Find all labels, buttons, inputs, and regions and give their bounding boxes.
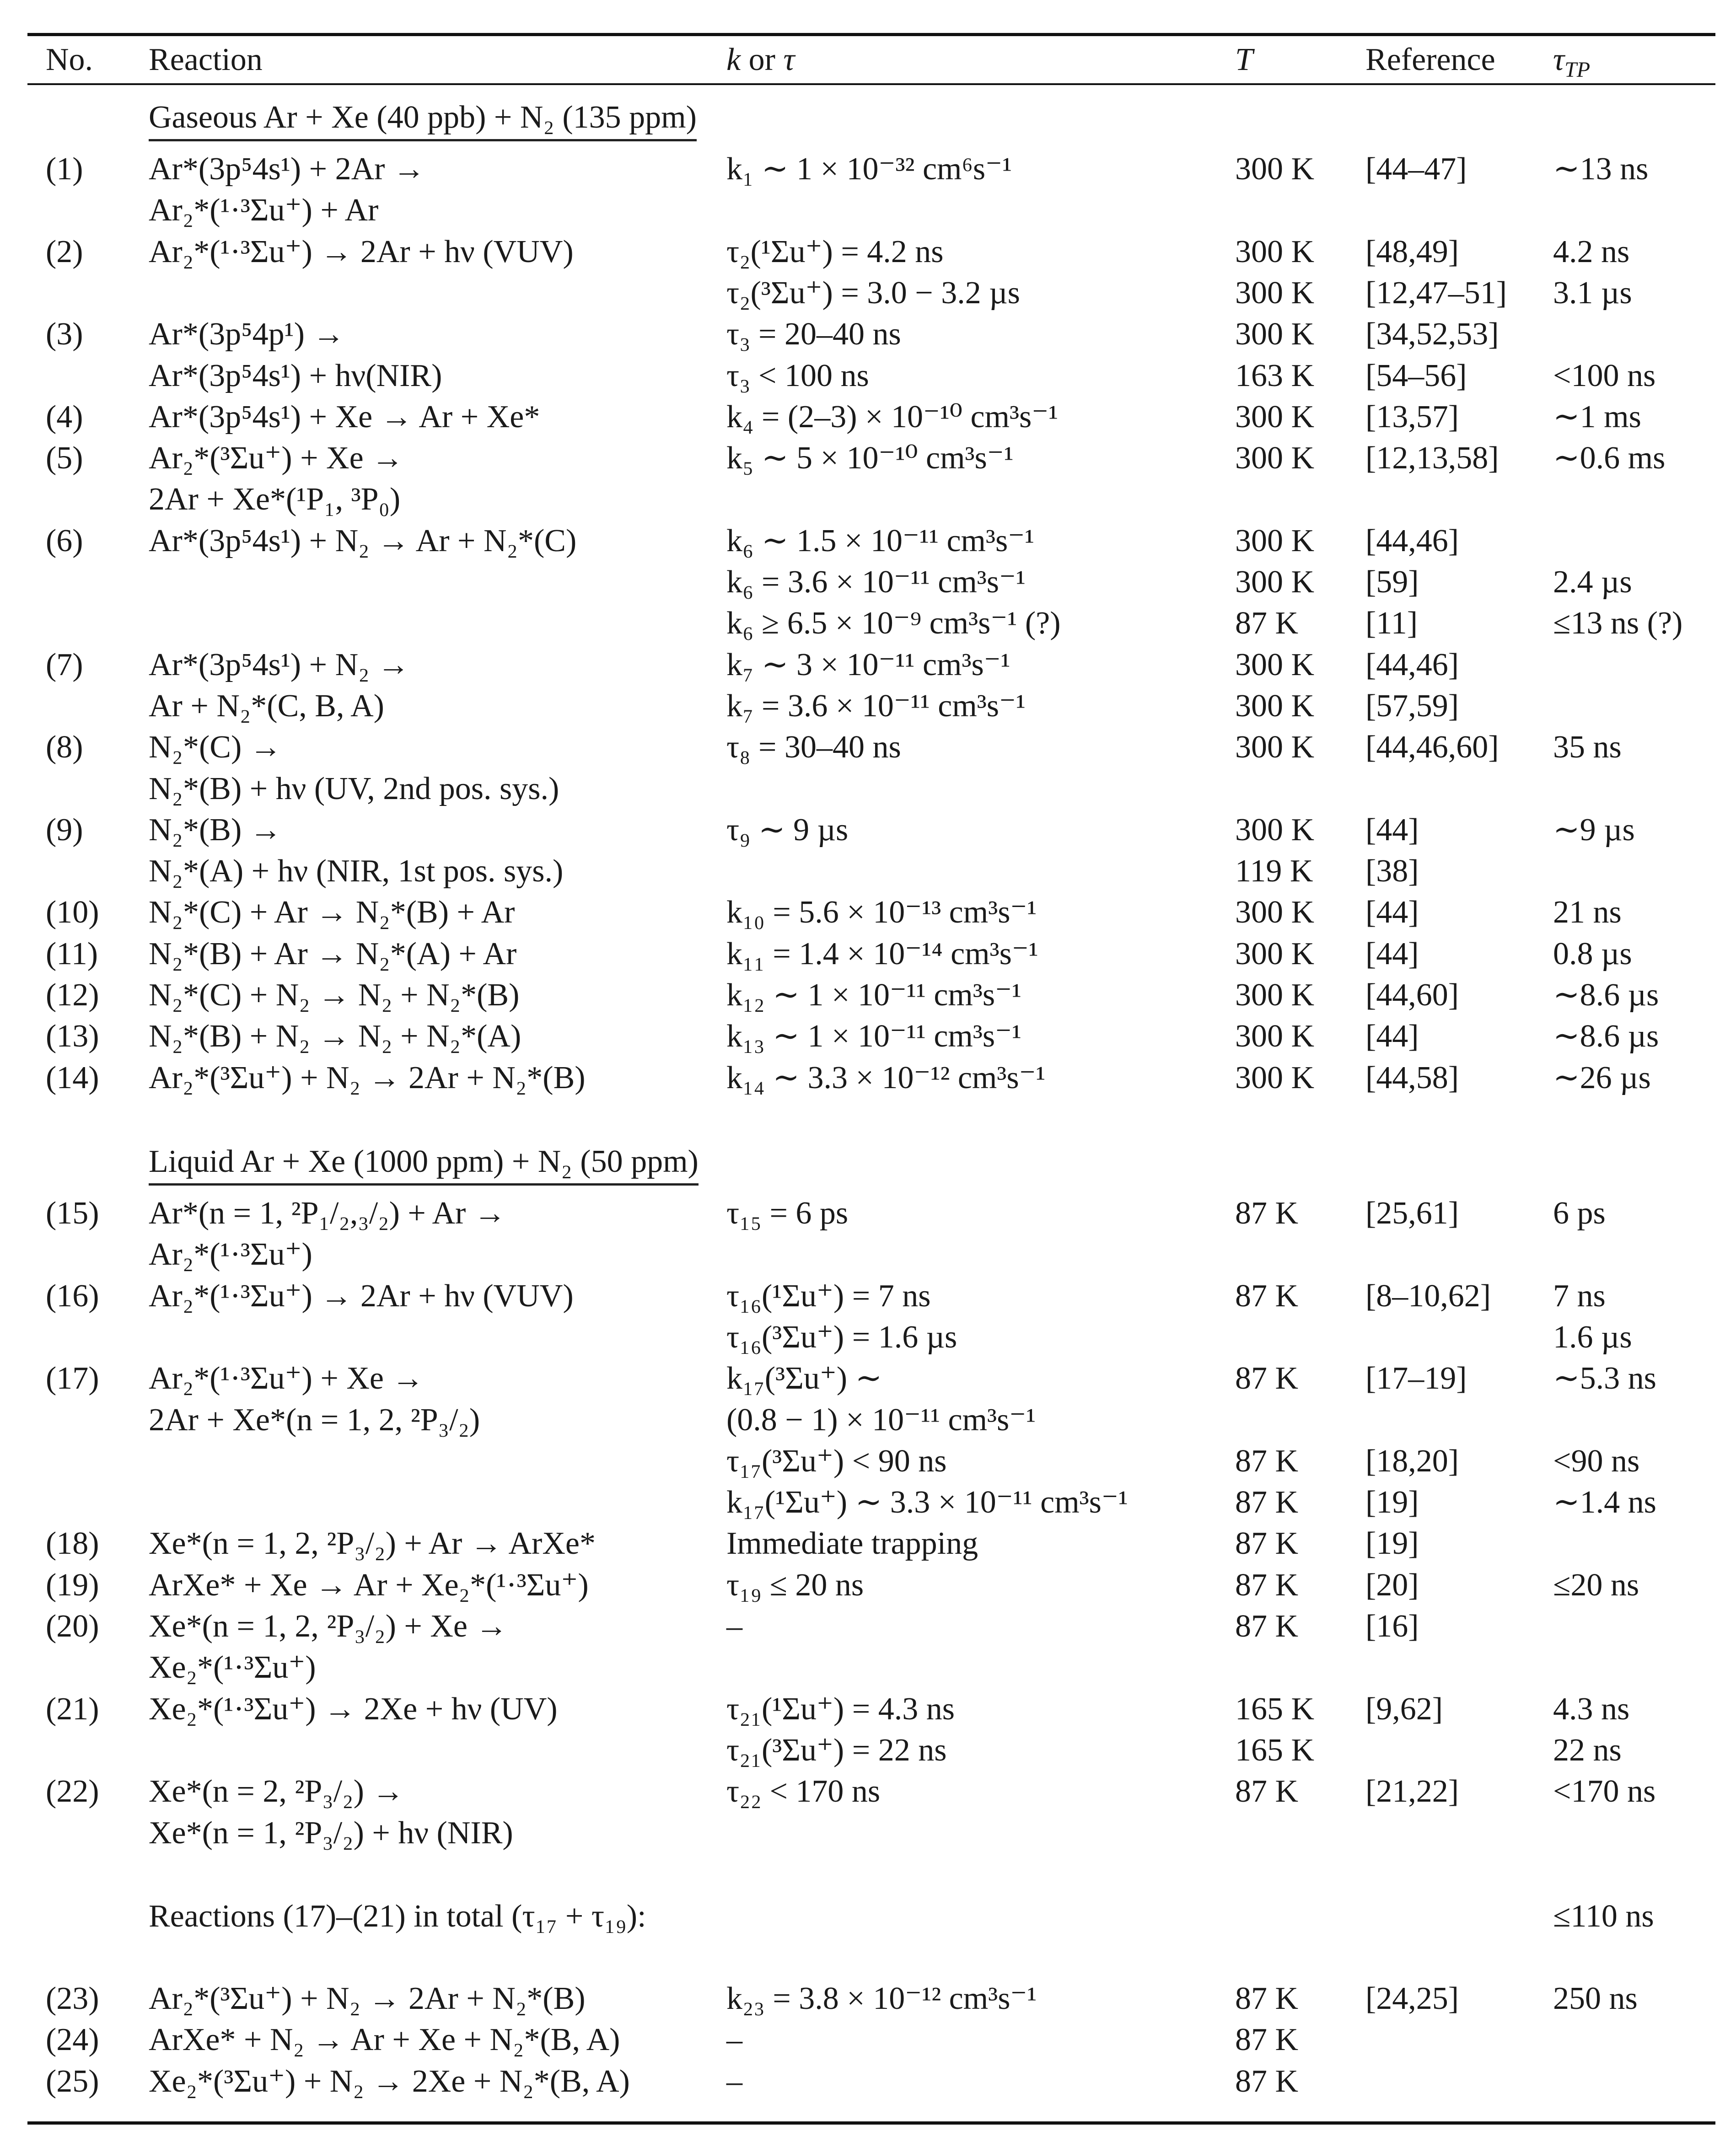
row-number: (10) — [46, 895, 99, 930]
rate-or-lifetime: k₁₂ ∼ 1 × 10⁻¹¹ cm³s⁻¹ — [726, 977, 1022, 1013]
reaction-text: N₂*(C) → — [149, 730, 282, 765]
tau-tp: ∼26 µs — [1553, 1060, 1651, 1095]
row-number: (2) — [46, 234, 83, 269]
reaction-text: Ar₂*(¹·³Σu⁺) + Xe → — [149, 1361, 424, 1396]
row-number: (23) — [46, 1981, 99, 2016]
reaction-text: ArXe* + Xe → Ar + Xe₂*(¹·³Σu⁺) — [149, 1567, 589, 1603]
rate-or-lifetime: k₁₃ ∼ 1 × 10⁻¹¹ cm³s⁻¹ — [726, 1019, 1022, 1054]
reaction-text: Ar + N₂*(C, B, A) — [149, 688, 384, 724]
row-number: (11) — [46, 936, 98, 972]
reference: [18,20] — [1365, 1443, 1459, 1479]
reference: [21,22] — [1365, 1774, 1459, 1809]
tau-tp: 6 ps — [1553, 1196, 1606, 1231]
row-number: (7) — [46, 647, 83, 682]
reaction-text: 2Ar + Xe*(n = 1, 2, ²P₃/₂) — [149, 1402, 480, 1438]
reaction-text: Xe₂*(¹·³Σu⁺) → 2Xe + hν (UV) — [149, 1691, 558, 1727]
reaction-text: Ar₂*(³Σu⁺) + Xe → — [149, 440, 404, 476]
temperature: 300 K — [1235, 1060, 1315, 1095]
row-number: (25) — [46, 2063, 99, 2099]
reference: [13,57] — [1365, 399, 1459, 435]
rate-or-lifetime: k₁₇(¹Σu⁺) ∼ 3.3 × 10⁻¹¹ cm³s⁻¹ — [726, 1485, 1128, 1520]
reference: [44,46] — [1365, 523, 1459, 558]
reaction-text: N₂*(B) → — [149, 812, 282, 848]
rate-or-lifetime: Immediate trapping — [726, 1526, 978, 1562]
tau-tp: ∼1.4 ns — [1553, 1485, 1656, 1520]
temperature: 300 K — [1235, 440, 1315, 476]
rate-or-lifetime: k₇ ∼ 3 × 10⁻¹¹ cm³s⁻¹ — [726, 647, 1010, 682]
row-number: (17) — [46, 1361, 99, 1396]
tau-tp: 1.6 µs — [1553, 1319, 1632, 1355]
temperature: 300 K — [1235, 895, 1315, 930]
reaction-text: Ar₂*(¹·³Σu⁺) — [149, 1237, 312, 1272]
tau-tp: ∼5.3 ns — [1553, 1361, 1656, 1396]
rate-or-lifetime: k₇ = 3.6 × 10⁻¹¹ cm³s⁻¹ — [726, 688, 1026, 724]
rate-or-lifetime: k₂₃ = 3.8 × 10⁻¹² cm³s⁻¹ — [726, 1981, 1037, 2016]
row-number: (4) — [46, 399, 83, 435]
rate-or-lifetime: k₄ = (2–3) × 10⁻¹⁰ cm³s⁻¹ — [726, 399, 1059, 435]
temperature: 87 K — [1235, 606, 1299, 641]
reference: [19] — [1365, 1485, 1419, 1520]
row-number: (14) — [46, 1060, 99, 1095]
reference: [48,49] — [1365, 234, 1459, 269]
reaction-text: Xe₂*(¹·³Σu⁺) — [149, 1650, 316, 1685]
reaction-text: Ar*(3p⁵4s¹) + N₂ → — [149, 647, 410, 682]
temperature: 87 K — [1235, 1361, 1299, 1396]
row-number: (3) — [46, 317, 83, 352]
reaction-text: Xe*(n = 1, ²P₃/₂) + hν (NIR) — [149, 1815, 513, 1851]
tau-tp: ∼8.6 µs — [1553, 977, 1659, 1013]
tau-tp: <100 ns — [1553, 358, 1656, 393]
rate-or-lifetime: τ₁₆(¹Σu⁺) = 7 ns — [726, 1278, 931, 1314]
temperature: 87 K — [1235, 1981, 1299, 2016]
rate-or-lifetime: k₆ ∼ 1.5 × 10⁻¹¹ cm³s⁻¹ — [726, 523, 1035, 558]
temperature: 300 K — [1235, 234, 1315, 269]
reaction-text: N₂*(A) + hν (NIR, 1st pos. sys.) — [149, 853, 564, 889]
reference: [44] — [1365, 895, 1419, 930]
header-temperature: T — [1235, 42, 1253, 77]
row-number: (6) — [46, 523, 83, 558]
temperature: 87 K — [1235, 1774, 1299, 1809]
row-number: (21) — [46, 1691, 99, 1727]
row-number: (15) — [46, 1196, 99, 1231]
reference: [57,59] — [1365, 688, 1459, 724]
tau-tp: ∼0.6 ms — [1553, 440, 1666, 476]
reaction-text: Xe*(n = 1, 2, ²P₃/₂) + Xe → — [149, 1609, 508, 1644]
temperature: 300 K — [1235, 688, 1315, 724]
row-number: (24) — [46, 2022, 99, 2058]
reaction-text: Ar*(3p⁵4s¹) + 2Ar → — [149, 151, 425, 187]
temperature: 119 K — [1235, 853, 1313, 889]
temperature: 300 K — [1235, 564, 1315, 600]
row-number: (12) — [46, 977, 99, 1013]
tau-tp: ∼9 µs — [1553, 812, 1635, 848]
bottom-rule — [27, 2121, 1715, 2125]
rate-or-lifetime: τ₉ ∼ 9 µs — [726, 812, 849, 848]
header-rule — [27, 83, 1715, 85]
temperature: 300 K — [1235, 523, 1315, 558]
reaction-text: N₂*(B) + hν (UV, 2nd pos. sys.) — [149, 771, 559, 806]
header-reference: Reference — [1365, 42, 1495, 77]
rate-or-lifetime: τ₂₁(¹Σu⁺) = 4.3 ns — [726, 1691, 955, 1727]
rate-or-lifetime: k₆ = 3.6 × 10⁻¹¹ cm³s⁻¹ — [726, 564, 1026, 600]
rate-or-lifetime: k₁ ∼ 1 × 10⁻³² cm⁶s⁻¹ — [726, 151, 1012, 187]
reference: [16] — [1365, 1609, 1419, 1644]
reference: [34,52,53] — [1365, 317, 1499, 352]
reference: [44,60] — [1365, 977, 1459, 1013]
temperature: 87 K — [1235, 1609, 1299, 1644]
header-no: No. — [46, 42, 93, 77]
header-k-or-tau: k or τ — [726, 42, 795, 77]
rate-or-lifetime: k₁₀ = 5.6 × 10⁻¹³ cm³s⁻¹ — [726, 895, 1037, 930]
rate-or-lifetime: τ₁₆(³Σu⁺) = 1.6 µs — [726, 1319, 957, 1355]
rate-or-lifetime: – — [726, 2022, 742, 2058]
total-tau-tp: ≤110 ns — [1553, 1899, 1654, 1934]
row-number: (22) — [46, 1774, 99, 1809]
rate-or-lifetime: k₁₇(³Σu⁺) ∼ — [726, 1361, 882, 1396]
rate-or-lifetime: τ₂(¹Σu⁺) = 4.2 ns — [726, 234, 944, 269]
total-label: Reactions (17)–(21) in total (τ₁₇ + τ₁₉): — [149, 1899, 646, 1934]
temperature: 300 K — [1235, 151, 1315, 187]
row-number: (13) — [46, 1019, 99, 1054]
tau-tp: 3.1 µs — [1553, 275, 1632, 311]
reference: [44,46,60] — [1365, 730, 1499, 765]
reference: [25,61] — [1365, 1196, 1459, 1231]
tau-tp: 4.2 ns — [1553, 234, 1630, 269]
temperature: 300 K — [1235, 275, 1315, 311]
rate-or-lifetime: (0.8 − 1) × 10⁻¹¹ cm³s⁻¹ — [726, 1402, 1036, 1438]
temperature: 300 K — [1235, 977, 1315, 1013]
reaction-text: Ar₂*(³Σu⁺) + N₂ → 2Ar + N₂*(B) — [149, 1060, 586, 1095]
reference: [11] — [1365, 606, 1418, 641]
temperature: 300 K — [1235, 1019, 1315, 1054]
reaction-text: N₂*(B) + N₂ → N₂ + N₂*(A) — [149, 1019, 521, 1054]
reference: [17–19] — [1365, 1361, 1467, 1396]
row-number: (9) — [46, 812, 83, 848]
temperature: 87 K — [1235, 1567, 1299, 1603]
temperature: 87 K — [1235, 1443, 1299, 1479]
rate-or-lifetime: τ₃ < 100 ns — [726, 358, 869, 393]
tau-tp: 250 ns — [1553, 1981, 1638, 2016]
temperature: 163 K — [1235, 358, 1315, 393]
tau-tp: ∼1 ms — [1553, 399, 1641, 435]
header-tau-tp: $\tau_{TP}$ — [1553, 42, 1591, 82]
reference: [12,47–51] — [1365, 275, 1507, 311]
reaction-text: Ar*(3p⁵4s¹) + Xe → Ar + Xe* — [149, 399, 540, 435]
tau-tp: 21 ns — [1553, 895, 1622, 930]
reference: [20] — [1365, 1567, 1419, 1603]
tau-tp: ∼13 ns — [1553, 151, 1649, 187]
reference: [19] — [1365, 1526, 1419, 1562]
rate-or-lifetime: τ₂₁(³Σu⁺) = 22 ns — [726, 1732, 947, 1768]
temperature: 87 K — [1235, 1278, 1299, 1314]
reaction-text: N₂*(C) + N₂ → N₂ + N₂*(B) — [149, 977, 520, 1013]
reference: [59] — [1365, 564, 1419, 600]
rate-or-lifetime: – — [726, 2063, 742, 2099]
row-number: (1) — [46, 151, 83, 187]
rate-or-lifetime: – — [726, 1609, 742, 1644]
reaction-text: Ar₂*(¹·³Σu⁺) → 2Ar + hν (VUV) — [149, 1278, 574, 1314]
temperature: 87 K — [1235, 1196, 1299, 1231]
reference: [44–47] — [1365, 151, 1467, 187]
tau-tp: ≤20 ns — [1553, 1567, 1639, 1603]
rate-or-lifetime: τ₃ = 20–40 ns — [726, 317, 901, 352]
section-title-gaseous: Gaseous Ar + Xe (40 ppb) + N₂ (135 ppm) — [149, 97, 697, 141]
temperature: 300 K — [1235, 936, 1315, 972]
reaction-text: N₂*(B) + Ar → N₂*(A) + Ar — [149, 936, 517, 972]
tau-tp: ≤13 ns (?) — [1553, 606, 1683, 641]
temperature: 300 K — [1235, 812, 1315, 848]
reference: [44] — [1365, 812, 1419, 848]
reference: [44,58] — [1365, 1060, 1459, 1095]
reaction-text: Ar₂*(¹·³Σu⁺) + Ar — [149, 193, 379, 228]
reference: [9,62] — [1365, 1691, 1443, 1727]
temperature: 300 K — [1235, 399, 1315, 435]
tau-tp: 4.3 ns — [1553, 1691, 1630, 1727]
reference: [24,25] — [1365, 1981, 1459, 2016]
temperature: 87 K — [1235, 2022, 1299, 2058]
reaction-text: Ar₂*(³Σu⁺) + N₂ → 2Ar + N₂*(B) — [149, 1981, 586, 2016]
tau-tp: <90 ns — [1553, 1443, 1640, 1479]
temperature: 87 K — [1235, 1526, 1299, 1562]
rate-or-lifetime: k₆ ≥ 6.5 × 10⁻⁹ cm³s⁻¹ (?) — [726, 606, 1061, 641]
reference: [44,46] — [1365, 647, 1459, 682]
rate-or-lifetime: τ₁₅ = 6 ps — [726, 1196, 849, 1231]
rate-or-lifetime: k₁₁ = 1.4 × 10⁻¹⁴ cm³s⁻¹ — [726, 936, 1038, 972]
row-number: (19) — [46, 1567, 99, 1603]
rate-or-lifetime: k₅ ∼ 5 × 10⁻¹⁰ cm³s⁻¹ — [726, 440, 1014, 476]
row-number: (20) — [46, 1609, 99, 1644]
rate-or-lifetime: τ₈ = 30–40 ns — [726, 730, 901, 765]
reaction-text: Ar₂*(¹·³Σu⁺) → 2Ar + hν (VUV) — [149, 234, 574, 269]
top-rule — [27, 33, 1715, 36]
tau-tp: 0.8 µs — [1553, 936, 1632, 972]
reference: [44] — [1365, 936, 1419, 972]
tau-tp: ∼8.6 µs — [1553, 1019, 1659, 1054]
temperature: 300 K — [1235, 730, 1315, 765]
rate-or-lifetime: τ₂(³Σu⁺) = 3.0 − 3.2 µs — [726, 275, 1020, 311]
reference: [44] — [1365, 1019, 1419, 1054]
rate-or-lifetime: τ₁₉ ≤ 20 ns — [726, 1567, 864, 1603]
temperature: 165 K — [1235, 1732, 1315, 1768]
row-number: (8) — [46, 730, 83, 765]
reaction-text: Ar*(3p⁵4s¹) + hν(NIR) — [149, 358, 442, 393]
rate-or-lifetime: τ₁₇(³Σu⁺) < 90 ns — [726, 1443, 947, 1479]
reaction-text: N₂*(C) + Ar → N₂*(B) + Ar — [149, 895, 515, 930]
temperature: 87 K — [1235, 2063, 1299, 2099]
reaction-text: Ar*(n = 1, ²P₁/₂,₃/₂) + Ar → — [149, 1196, 506, 1231]
tau-tp: <170 ns — [1553, 1774, 1656, 1809]
rate-or-lifetime: τ₂₂ < 170 ns — [726, 1774, 881, 1809]
tau-tp: 22 ns — [1553, 1732, 1622, 1768]
tau-tp: 2.4 µs — [1553, 564, 1632, 600]
header-reaction: Reaction — [149, 42, 263, 77]
row-number: (5) — [46, 440, 83, 476]
reaction-text: Xe*(n = 2, ²P₃/₂) → — [149, 1774, 404, 1809]
reference: [54–56] — [1365, 358, 1467, 393]
temperature: 300 K — [1235, 317, 1315, 352]
reaction-text: Xe₂*(³Σu⁺) + N₂ → 2Xe + N₂*(B, A) — [149, 2063, 630, 2099]
temperature: 300 K — [1235, 647, 1315, 682]
temperature: 87 K — [1235, 1485, 1299, 1520]
tau-tp: 35 ns — [1553, 730, 1622, 765]
reaction-text: 2Ar + Xe*(¹P₁, ³P₀) — [149, 482, 401, 517]
reaction-text: ArXe* + N₂ → Ar + Xe + N₂*(B, A) — [149, 2022, 620, 2058]
section-title-liquid: Liquid Ar + Xe (1000 ppm) + N₂ (50 ppm) — [149, 1141, 699, 1186]
row-number: (16) — [46, 1278, 99, 1314]
reaction-text: Xe*(n = 1, 2, ²P₃/₂) + Ar → ArXe* — [149, 1526, 596, 1562]
reaction-text: Ar*(3p⁵4s¹) + N₂ → Ar + N₂*(C) — [149, 523, 577, 558]
reaction-text: Ar*(3p⁵4p¹) → — [149, 317, 345, 352]
rate-or-lifetime: k₁₄ ∼ 3.3 × 10⁻¹² cm³s⁻¹ — [726, 1060, 1046, 1095]
reference: [8–10,62] — [1365, 1278, 1491, 1314]
reference: [12,13,58] — [1365, 440, 1499, 476]
reference: [38] — [1365, 853, 1419, 889]
temperature: 165 K — [1235, 1691, 1315, 1727]
tau-tp: 7 ns — [1553, 1278, 1606, 1314]
row-number: (18) — [46, 1526, 99, 1562]
